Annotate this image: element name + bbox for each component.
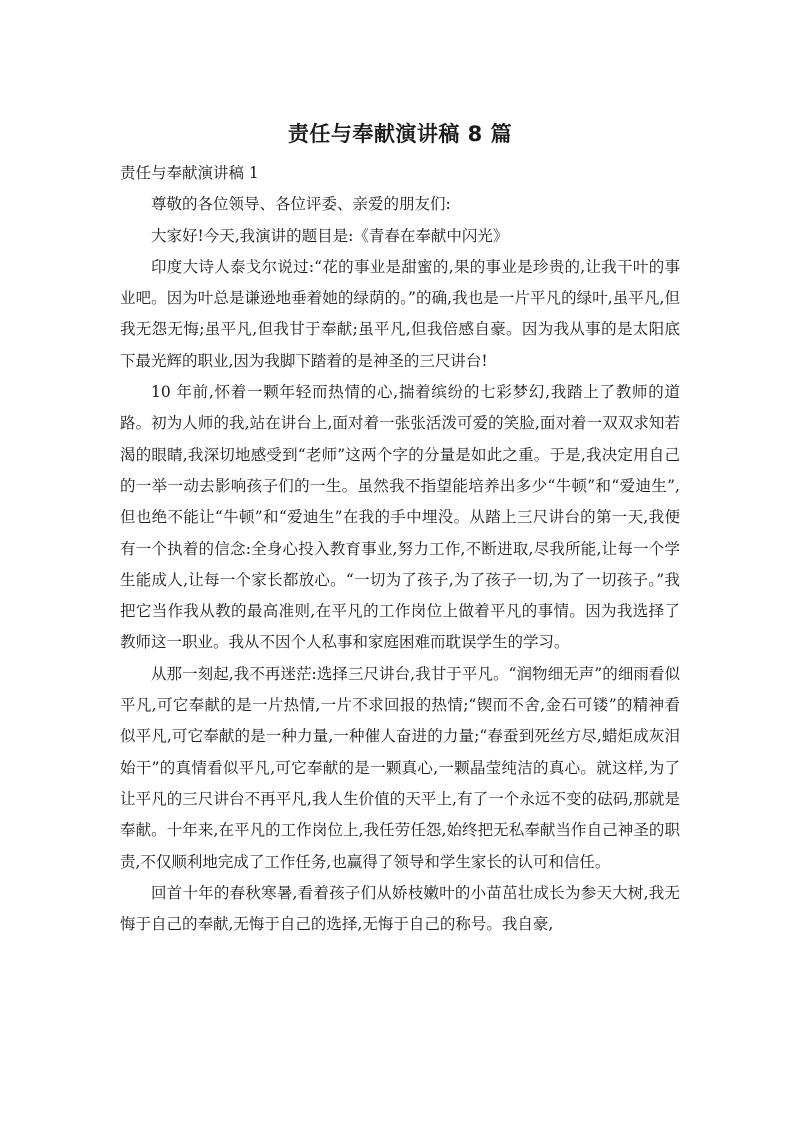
paragraph-tagore-quote: 印度大诗人泰戈尔说过:“花的事业是甜蜜的,果的事业是珍贵的,让我干叶的事业吧。因为叶总是谦逊地垂着她的绿荫的。”的确,我也是一片平凡的绿叶,虽平凡,但我无怨无悔;虽平凡,但我甘于奉献;虽平凡,但我倍感自豪。因为我从事的是太阳底下最光辉的职业,因为我脚下踏着的是神圣的三尺讲台! [120, 257, 680, 370]
document-body [120, 158, 680, 940]
paragraph-ten-years-ago: 10 年前,怀着一颗年轻而热情的心,揣着缤纷的七彩梦幻,我踏上了教师的道路。初为人师的我,站在讲台上,面对着一张张活泼可爱的笑脸,面对着一双双求知若渴的眼睛,我深切地感受到“老师”这两个字的分量是如此之重。于是,我决定用自己的一举一动去影响孩子们的一生。虽然我不指望能培养出多少“牛顿”和“爱迪生”,但也绝不能让“牛顿”和“爱迪生”在我的手中埋没。从踏上三尺讲台的第一天,我便有一个执着的信念:全身心投入教育事业,努力工作,不断进取,尽我所能,让每一个学生能成人,让每一个家长都放心。“一切为了孩子,为了孩子一切,为了一切孩子。”我把它当作我从教的最高准则,在平凡的工作岗位上做着平凡的事情。因为我选择了教师这一职业。我从不因个人私事和家庭困难而耽误学生的学习。 [120, 383, 680, 652]
document-title: 责任与奉献演讲稿 8 篇 [287, 122, 513, 146]
section-heading: 责任与奉献演讲稿 1 [120, 164, 259, 182]
paragraph-salutation: 尊敬的各位领导、各位评委、亲爱的朋友们: [151, 195, 451, 214]
paragraph-from-that-moment: 从那一刻起,我不再迷茫:选择三尺讲台,我甘于平凡。“润物细无声”的细雨看似平凡,可它奉献的是一片热情,一片不求回报的热情;“锲而不舍,金石可镂”的精神看似平凡,可它奉献的是一种力量,一种催人奋进的力量;“春蚕到死丝方尽,蜡炬成灰泪始干”的真情看似平凡,可它奉献的是一颗真心,一颗晶莹纯洁的真心。就这样,为了让平凡的三尺讲台不再平凡,我人生价值的天平上,有了一个永远不变的砝码,那就是奉献。十年来,在平凡的工作岗位上,我任劳任怨,始终把无私奉献当作自己神圣的职责,不仅顺利地完成了工作任务,也赢得了领导和学生家长的认可和信任。 [120, 664, 680, 871]
paragraph-looking-back: 回首十年的春秋寒暑,看着孩子们从娇枝嫩叶的小苗茁壮成长为参天大树,我无悔于自己的奉献,无悔于自己的选择,无悔于自己的称号。我自豪, [120, 883, 680, 934]
paragraph-greeting: 大家好!今天,我演讲的题目是:《青春在奉献中闪光》 [151, 226, 509, 245]
